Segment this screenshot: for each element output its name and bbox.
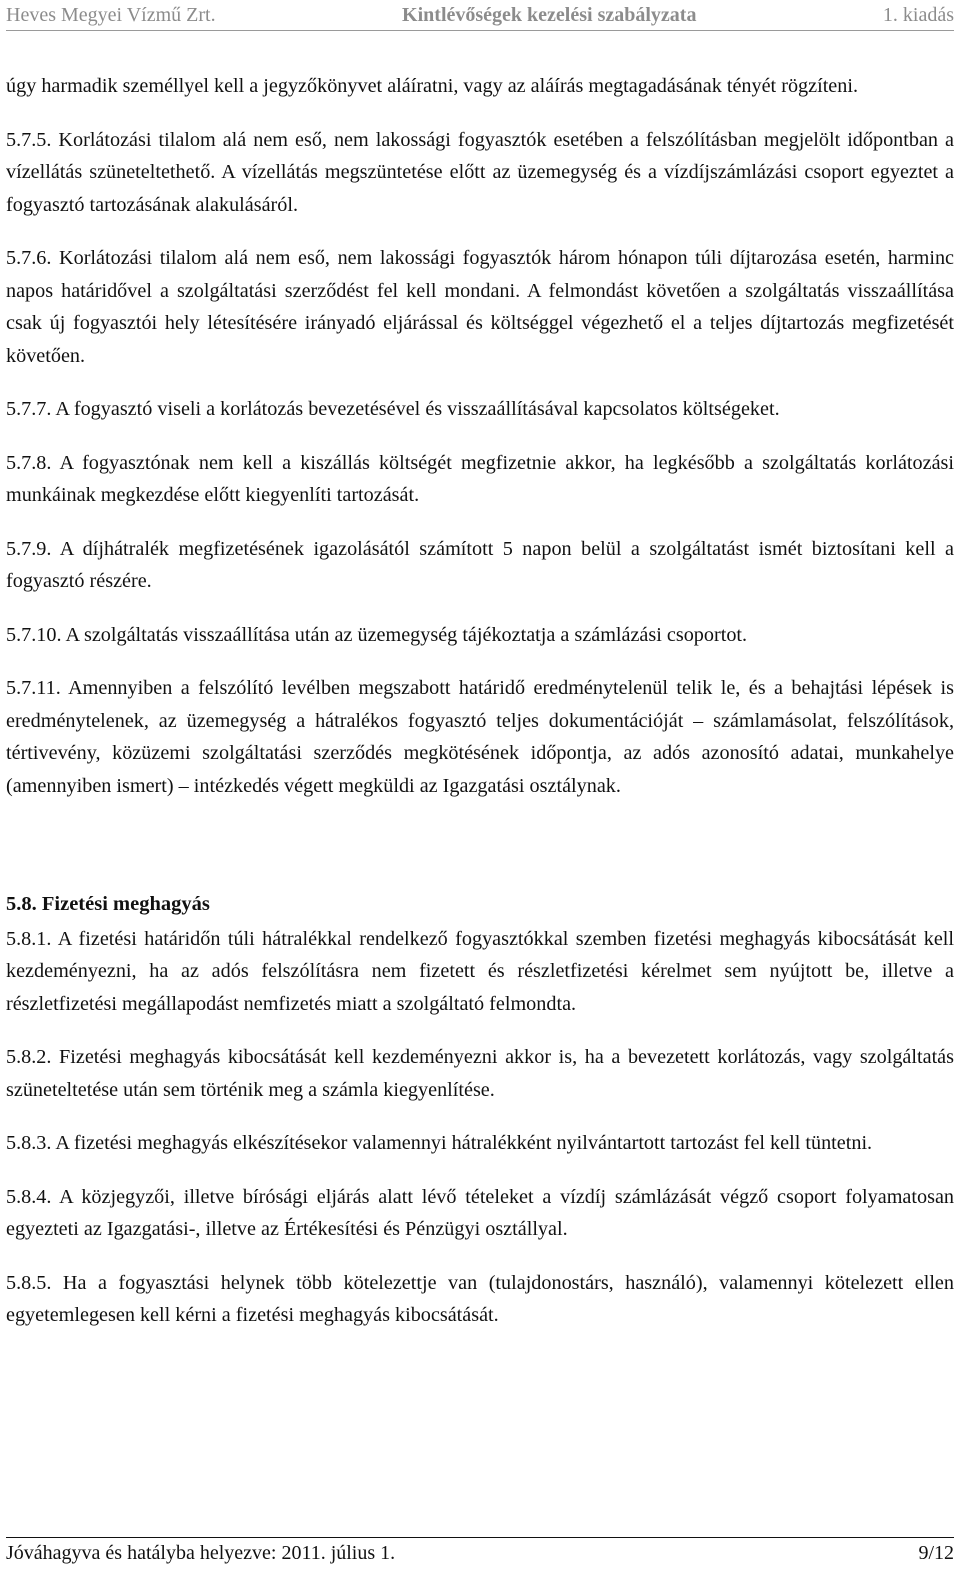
header-document-title: Kintlévőségek kezelési szabályzata bbox=[402, 3, 697, 26]
page-content bbox=[6, 70, 954, 1353]
paragraph-5-7-7: 5.7.7. A fogyasztó viseli a korlátozás bevezetésével és visszaállításával kapcsolatos költségeket. bbox=[6, 398, 780, 420]
paragraph-5-7-5: 5.7.5. Korlátozási tilalom alá nem eső, nem lakossági fogyasztók esetében a felszólításban megjelölt időpontban a vízellátás szüneteltethető. A vízellátás megszüntetése előtt az üzemegység és a vízdíjszámlázási csoport egyeztet a fogyasztó tartozásának alakulásáról. bbox=[6, 128, 954, 216]
header-edition: 1. kiadás bbox=[882, 3, 954, 26]
page-footer bbox=[6, 1537, 954, 1568]
paragraph-5-7-8: 5.7.8. A fogyasztónak nem kell a kiszállás költségét megfizetnie akkor, ha legkésőbb a szolgáltatás korlátozási munkáinak megkezdése előtt kiegyenlíti tartozását. bbox=[6, 451, 954, 506]
paragraph-5-7-11: 5.7.11. Amennyiben a felszólító levélben megszabott határidő eredménytelenül telik le, és a behajtási lépések is eredménytelenek, az üzemegység a hátralékos fogyasztó teljes dokumentációját – számlamásolat, felszólítások, tértivevény, közüzemi szolgáltatási szerződés megkötésének időpontja, az adós azonosító adatai, munkahelye (amennyiben ismert) – intézkedés végett megküldi az Igazgatási osztálynak. bbox=[6, 677, 954, 797]
paragraph-5-7-10: 5.7.10. A szolgáltatás visszaállítása után az üzemegység tájékoztatja a számlázási csoportot. bbox=[6, 623, 748, 646]
paragraph-continuation: úgy harmadik személlyel kell a jegyzőkönyvet aláíratni, vagy az aláírás megtagadásának tényét rögzíteni. bbox=[6, 75, 859, 97]
page-header bbox=[6, 0, 954, 31]
footer-approval-date: Jóváhagyva és hatályba helyezve: 2011. július 1. bbox=[6, 1541, 396, 1564]
paragraph-5-7-6: 5.7.6. Korlátozási tilalom alá nem eső, nem lakossági fogyasztók három hónapon túli díjtarozása esetén, harminc napos határidővel a szolgáltatási szerződést fel kell mondani. A felmondást követően a szolgáltatás visszaállítása csak új fogyasztói hely létesítésére irányadó eljárással és költséggel végezhető el a teljes díjtartozás megfizetését követően. bbox=[6, 247, 954, 367]
section-heading-5-8: 5.8. Fizetési meghagyás bbox=[6, 893, 210, 915]
page-number: 9/12 bbox=[918, 1541, 954, 1564]
header-company: Heves Megyei Vízmű Zrt. bbox=[6, 3, 216, 26]
paragraph-5-8-2: 5.8.2. Fizetési meghagyás kibocsátását kell kezdeményezni akkor is, ha a bevezetett korlátozás, vagy szolgáltatás szüneteltetése után sem történik meg a számla kiegyenlítése. bbox=[6, 1046, 954, 1101]
paragraph-5-8-5: 5.8.5. Ha a fogyasztási helynek több kötelezettje van (tulajdonostárs, használó), valamennyi kötelezett ellen egyetemlegesen kell kérni a fizetési meghagyás kibocsátását. bbox=[6, 1271, 954, 1326]
paragraph-5-7-9: 5.7.9. A díjhátralék megfizetésének igazolásától számított 5 napon belül a szolgáltatást ismét biztosítani kell a fogyasztó részére. bbox=[6, 537, 954, 592]
paragraph-5-8-4: 5.8.4. A közjegyzői, illetve bírósági eljárás alatt lévő tételeket a vízdíj számlázását végző csoport folyamatosan egyezteti az Igazgatási-, illetve az Értékesítési és Pénzügyi osztállyal. bbox=[6, 1185, 954, 1240]
paragraph-5-8-3: 5.8.3. A fizetési meghagyás elkészítésekor valamennyi hátralékként nyilvántartott tartozást fel kell tüntetni. bbox=[6, 1132, 873, 1154]
paragraph-5-8-1: 5.8.1. A fizetési határidőn túli hátralékkal rendelkező fogyasztókkal szemben fizetési meghagyás kibocsátását kell kezdeményezni, ha az adós felszólításra nem fizetett és részletfizetési kérelmet sem nyújtott be, illetve a részletfizetési megállapodást nemfizetés miatt a szolgáltató felmondta. bbox=[6, 927, 954, 1015]
